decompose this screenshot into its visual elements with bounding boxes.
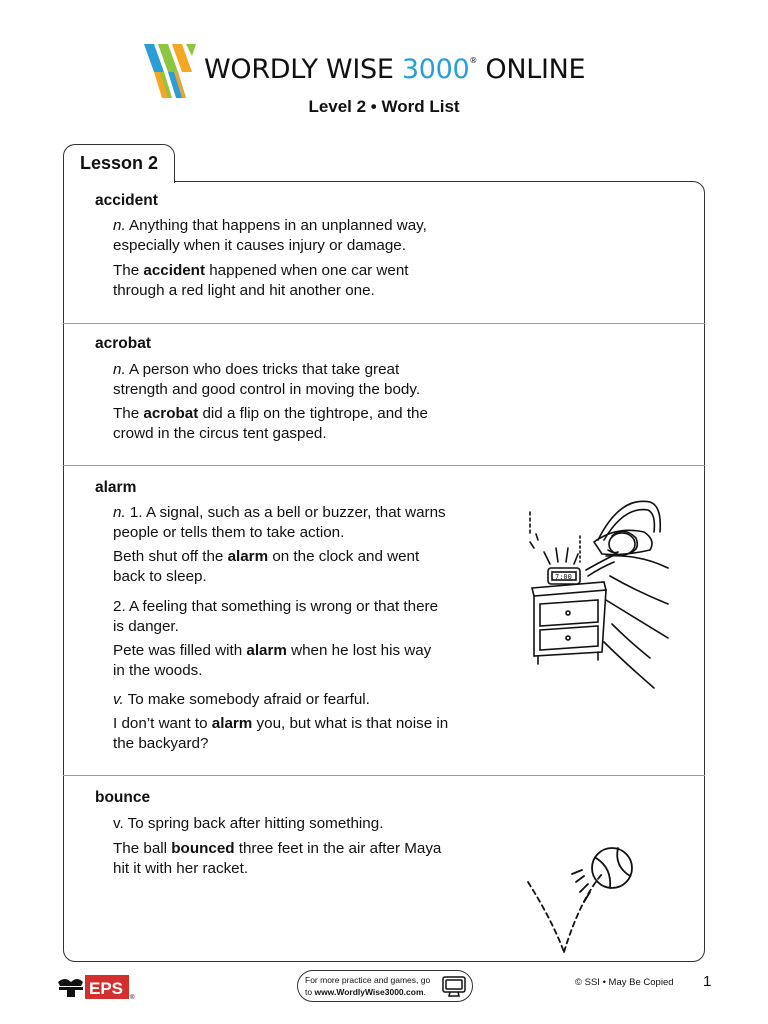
entry-word-alarm: alarm — [95, 479, 137, 496]
entry-definition: strength and good control in moving the body. — [113, 381, 421, 398]
entry-example: I don’t want to alarm you, but what is that noise in — [113, 715, 449, 732]
entry-definition: people or tells them to take action. — [113, 524, 345, 541]
svg-text:®: ® — [130, 995, 135, 1000]
clock-display: 7:00 — [555, 573, 572, 581]
eps-publisher-logo-icon — [55, 974, 137, 1000]
brand-title: WORDLY WISE 3000® ONLINE — [204, 54, 586, 85]
entry-example: Pete was filled with alarm when he lost his way — [113, 642, 432, 659]
page-subtitle: Level 2 • Word List — [308, 97, 460, 116]
bouncing-ball-illustration — [522, 840, 642, 956]
entry-word-acrobat: acrobat — [95, 335, 151, 352]
entry-example: through a red light and hit another one. — [113, 282, 375, 299]
entry-definition: especially when it causes injury or damage. — [113, 237, 406, 254]
entry-definition: v. To make somebody afraid or fearful. — [113, 691, 370, 708]
entry-definition: 2. A feeling that something is wrong or that there — [113, 598, 439, 615]
entry-example: Beth shut off the alarm on the clock and went — [113, 548, 420, 565]
lesson-tab: Lesson 2 — [63, 144, 175, 183]
entry-example: The acrobat did a flip on the tightrope, and the — [113, 405, 428, 422]
promo-link[interactable]: to www.WordlyWise3000.com. — [305, 987, 426, 997]
entry-example: hit it with her racket. — [113, 860, 249, 877]
entry-divider — [63, 323, 705, 324]
entry-word-accident: accident — [95, 192, 158, 209]
entry-example: back to sleep. — [113, 568, 207, 585]
entry-example: The ball bounced three feet in the air after Maya — [113, 840, 442, 857]
page-number: 1 — [703, 973, 712, 990]
entry-definition: is danger. — [113, 618, 179, 635]
bed-alarm-clock-illustration — [520, 492, 670, 696]
entry-word-bounce: bounce — [95, 789, 151, 806]
entry-divider — [63, 465, 705, 466]
entry-definition: n. 1. A signal, such as a bell or buzzer, that warns — [113, 504, 446, 521]
publisher-name: EPS — [89, 979, 124, 998]
entry-example: in the woods. — [113, 662, 203, 679]
entry-example: The accident happened when one car went — [113, 262, 409, 279]
entry-example: the backyard? — [113, 735, 209, 752]
promo-text: For more practice and games, go — [305, 975, 431, 985]
copyright-notice: © SSI • May Be Copied — [575, 977, 674, 988]
wordly-wise-logo-icon — [142, 42, 198, 100]
entry-definition: v. To spring back after hitting something. — [113, 815, 384, 832]
entry-divider — [63, 775, 705, 776]
entry-definition: n. A person who does tricks that take great — [113, 361, 400, 378]
brand-accent-number: 3000 — [401, 54, 470, 85]
computer-screen-icon — [441, 975, 467, 997]
entry-example: crowd in the circus tent gasped. — [113, 425, 327, 442]
entry-definition: n. Anything that happens in an unplanned way, — [113, 217, 427, 234]
